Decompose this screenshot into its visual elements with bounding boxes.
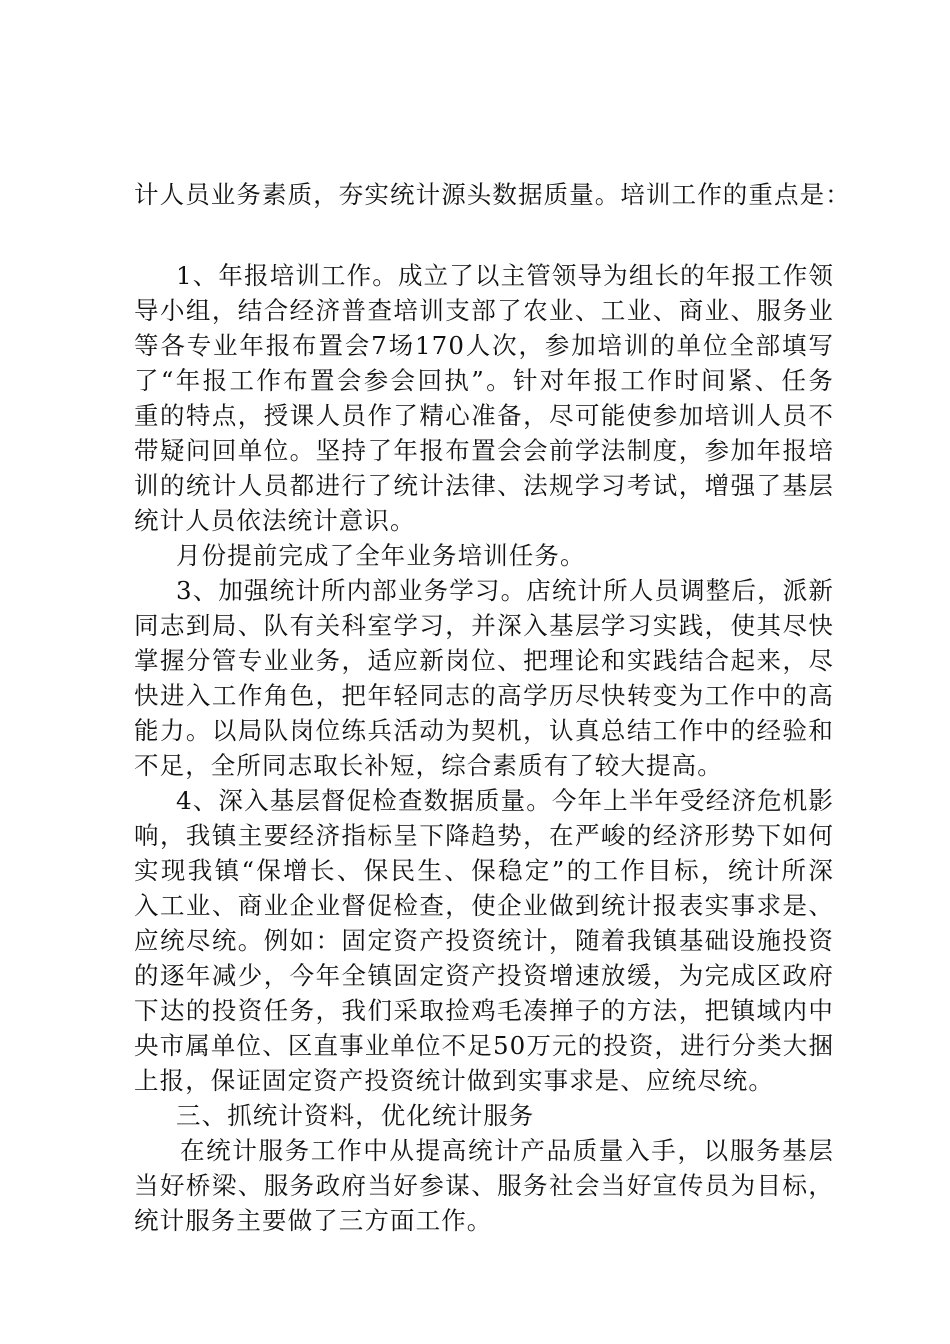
section-heading: 三、抓统计资料，优化统计服务 [176,1101,535,1130]
text-line: 统计服务主要做了三方面工作。 [134,1206,493,1235]
text-line: 应统尽统。例如：固定资产投资统计，随着我镇基础设施投资 [134,926,834,955]
text-line: 同志到局、队有关科室学习，并深入基层学习实践，使其尽快 [134,611,834,640]
text-line: 月份提前完成了全年业务培训任务。 [176,541,586,570]
text-line: 响，我镇主要经济指标呈下降趋势，在严峻的经济形势下如何 [134,821,834,850]
text-line: 能力。以局队岗位练兵活动为契机，认真总结工作中的经验和 [134,716,834,745]
text-line: 不足，全所同志取长补短，综合素质有了较大提高。 [134,751,723,780]
text-line: 入工业、商业企业督促检查，使企业做到统计报表实事求是、 [134,891,834,920]
text-line: 统计人员依法统计意识。 [134,506,416,535]
text-line: 在统计服务工作中从提高统计产品质量入手，以服务基层 [180,1136,834,1165]
text-line: 1、年报培训工作。成立了以主管领导为组长的年报工作领 [176,261,834,290]
text-line: 掌握分管专业业务，适应新岗位、把理论和实践结合起来，尽 [134,646,834,675]
text-line: 等各专业年报布置会7场170人次，参加培训的单位全部填写 [134,331,834,360]
text-line: 下达的投资任务，我们采取捡鸡毛凑掸子的方法，把镇域内中 [134,996,834,1025]
text-line: 导小组，结合经济普查培训支部了农业、工业、商业、服务业 [134,296,834,325]
text-line: 的逐年减少，今年全镇固定资产投资增速放缓，为完成区政府 [134,961,834,990]
text-line: 快进入工作角色，把年轻同志的高学历尽快转变为工作中的高 [134,681,834,710]
text-line: 训的统计人员都进行了统计法律、法规学习考试，增强了基层 [134,471,834,500]
text-line: 当好桥梁、服务政府当好参谋、服务社会当好宣传员为目标， [134,1171,834,1200]
text-line: 了“年报工作布置会参会回执”。针对年报工作时间紧、任务 [134,366,834,395]
text-line: 4、深入基层督促检查数据质量。今年上半年受经济危机影 [176,786,834,815]
text-line: 计人员业务素质，夯实统计源头数据质量。培训工作的重点是： [134,180,851,209]
text-line: 重的特点，授课人员作了精心准备，尽可能使参加培训人员不 [134,401,834,430]
text-line: 带疑问回单位。坚持了年报布置会会前学法制度，参加年报培 [134,436,834,465]
text-line: 央市属单位、区直事业单位不足50万元的投资，进行分类大捆 [134,1031,834,1060]
text-line: 实现我镇“保增长、保民生、保稳定”的工作目标，统计所深 [134,856,834,885]
text-line: 3、加强统计所内部业务学习。店统计所人员调整后，派新 [176,576,834,605]
text-line: 上报，保证固定资产投资统计做到实事求是、应统尽统。 [134,1066,774,1095]
